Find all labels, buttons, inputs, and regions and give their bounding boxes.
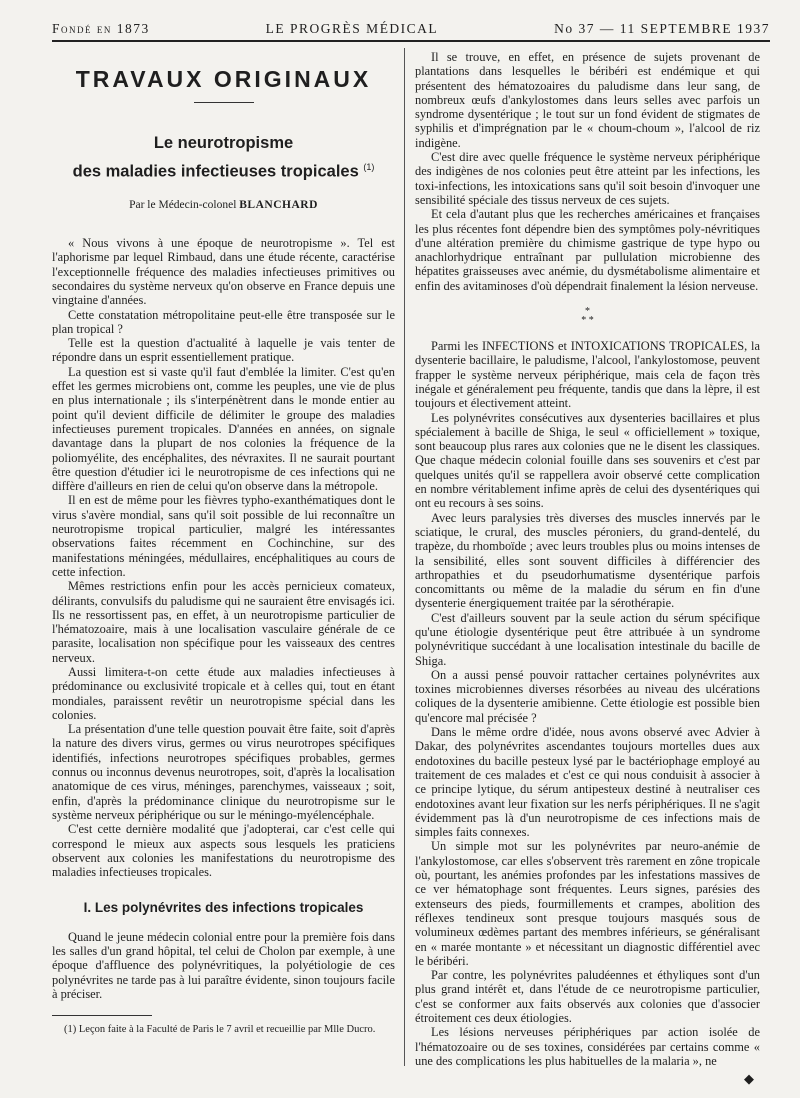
byline-prefix: Par le Médecin-colonel bbox=[129, 198, 237, 211]
paragraph: Il en est de même pour les fièvres typho-exanthématiques dont le virus s'avère mondial, sans qu'il soit possible de lui reconnaître un neurotropisme tropical particulier, malgré les intéressantes observations faites récemment en Cochinchine, sur des manifestations méningées, médullaires, encéphalitiques au cours de cette infection. bbox=[52, 493, 395, 579]
paragraph: Dans le même ordre d'idée, nous avons observé avec Advier à Dakar, des polynévrites ascendantes toujours mortelles dues aux endotoxines du bacille pesteux lysé par le bactériophage employé au traitement de ces malades et c'est ce qui nous conduisit à associer à ce principe lytique, du sérum antipesteux destiné à neutraliser ces endotoxines avant leur fixation sur les nerfs périphériques. Il ne s'agit évidemment pas là d'un neurotropisme de ces infections mais de simples faits connexes. bbox=[415, 725, 760, 840]
paragraph: « Nous vivons à une époque de neurotropisme ». Tel est l'aphorisme par lequel Rimbaud, dans une étude récente, caractérise l'exceptionnelle fréquence des maladies infectieuses primitives ou secondaires du système nerveux qu'on observe en France depuis une vingtaine d'années. bbox=[52, 236, 395, 308]
diamond-end-icon: ◆ bbox=[744, 1071, 754, 1087]
section-asterism bbox=[415, 307, 760, 325]
asterism-top: * bbox=[585, 306, 590, 318]
header-rule bbox=[52, 40, 770, 42]
header-founded: Fondé en 1873 bbox=[52, 21, 150, 36]
paragraph: Un simple mot sur les polynévrites par neuro-anémie de l'ankylostomose, car elles s'observent très rarement en zône tropicale où, pourtant, les anémies profondes par les infestations massives de ce ver hématophage sont fréquentes. Leurs signes, parésies des extenseurs des pieds, fourmillements et crampes, abolition des réflexes tendineux sont presque toujours masqués sous de volumineux œdèmes partant des membres inférieurs, se généralisant en « marée montante » et nécessitant un diagnostic différentiel avec le béribéri. bbox=[415, 839, 760, 968]
subsection-heading: I. Les polynévrites des infections tropicales bbox=[83, 900, 364, 916]
paragraph: Les polynévrites consécutives aux dysenteries bacillaires et plus spécialement à bacille de Shiga, le seul « officiellement » toxique, sont beaucoup plus rares aux colonies que ne le disent les classiques. Que chaque médecin colonial fouille dans ses souvenirs et c'est par quelques unités qu'il se rappellera avoir observé cette complication en nombre véritablement infime après de celui des dysentériques qui ont eu recours à ses soins. bbox=[415, 410, 760, 511]
section-rule bbox=[194, 102, 254, 103]
paragraph: Parmi les INFECTIONS et INTOXICATIONS TROPICALES, la dysenterie bacillaire, le paludisme, l'alcool, l'ankylostomose, peuvent frapper le système nerveux périphérique, mais cela de façon très inégale et généralement peu fréquente, tandis que dans la lèpre, il est toujours et électivement atteint. bbox=[415, 339, 760, 411]
right-column bbox=[415, 50, 760, 1086]
byline bbox=[52, 198, 395, 212]
author-name: BLANCHARD bbox=[239, 198, 318, 211]
paragraph: Il se trouve, en effet, en présence de sujets provenant de plantations dans lesquelles le béribéri est endémique et qui présentent des hématozoaires du paludisme dans leur sang, de nombreux œufs d'ankylostomes dans leurs selles avec parfois un syndrome dysentérique ; le tout sur un fond évident de stigmates de syphilis et d'imprégnation par le « choum-choum », l'alcool de riz indigène. bbox=[415, 50, 760, 150]
article-title bbox=[52, 131, 395, 184]
header-issue-date: No 37 — 11 SEPTEMBRE 1937 bbox=[554, 21, 770, 36]
paragraph: On a aussi pensé pouvoir rattacher certaines polynévrites aux toxines microbiennes diverses résorbées au niveau des ulcérations coliques de la dysenterie amibienne. Cette étiologie est possible bien qu'encore mal précisée ? bbox=[415, 667, 760, 725]
paragraph: Aussi limitera-t-on cette étude aux maladies infectieuses à prédominance ou exclusivité tropicale et à celles qui, tout en étant mondiales, paraissent revêtir un neurotropisme spécial dans les colonies. bbox=[52, 665, 395, 722]
article-title-line1: Le neurotropisme bbox=[153, 134, 294, 153]
paragraph: La question est si vaste qu'il faut d'emblée la limiter. C'est qu'en effet les germes microbiens ont, comme les peuples, une vie de plus en plus internationale ; ils s'interpénètrent dans le monde entier au point qu'il devient difficile de délimiter le groupe des maladies infectieuses purement tropicales. D'années en années, on signale davantage dans la plupart de nos colonies la fréquence de la poliomyélite, des encéphalites, des névraxites. Il ne saurait pourtant être question d'étudier ici le neurotropisme de ces infections qui ne diffère d'ailleurs en rien de celui qu'on observe dans la métropole. bbox=[52, 364, 395, 494]
paragraph: C'est cette dernière modalité que j'adopterai, car c'est celle qui correspond le mieux aux aspects sous lesquels les praticiens observent aux colonies les manifestations du neurotropisme des maladies infectieuses tropicales. bbox=[52, 822, 395, 880]
asterism-bottom: * * bbox=[581, 315, 594, 327]
header-journal-name: LE PROGRÈS MÉDICAL bbox=[265, 21, 439, 36]
paragraph: Quand le jeune médecin colonial entre pour la première fois dans les salles d'un grand hôpital, tel celui de Cholon par exemple, à une époque d'affluence des polynévritiques, la polyétiologie de ces polynévrites ne tarde pas à lui paraître évidente, sinon toujours facile à préciser. bbox=[52, 929, 395, 1001]
paragraph: Les lésions nerveuses périphériques par action isolée de l'hématozoaire ou de ses toxines, considérées par certains comme « une des complications les plus habituelles de la malaria », ne bbox=[415, 1025, 760, 1068]
article-title-line2: des maladies infectieuses tropicales $^{(1)}$ bbox=[72, 162, 375, 181]
paragraph: Telle est la question d'actualité à laquelle je vais tenter de répondre dans un esprit essentiellement pratique. bbox=[52, 336, 395, 365]
paragraph: Par contre, les polynévrites paludéennes et éthyliques sont d'un plus grand intérêt et, dans l'étude de ce neurotropisme particulier, c'est se conformer aux faits observés aux colonies que d'associer étroitement ces deux étiologies. bbox=[415, 968, 760, 1025]
section-title: TRAVAUX ORIGINAUX bbox=[75, 66, 372, 92]
paragraph: Et cela d'autant plus que les recherches américaines et françaises les plus récentes font dépendre bien des symptômes poly-névritiques d'une altération première du chimisme gastrique de type hypo ou anachlorhydrique entraînant par pullulation microbienne des hépatites graisseuses avec anémie, du dysmétabolisme alimentaire et enfin des avitaminoses d'où dépendrait finalement la lésion nerveuse. bbox=[415, 207, 760, 293]
paragraph: Mêmes restrictions enfin pour les accès pernicieux comateux, délirants, convulsifs du paludisme qui ne sauraient être envisagés ici. Ils ne ressortissent pas, en effet, à un neurotropisme particulier de l'hématozoaire, mais à une localisation vasculaire générale de ce parasite, localisation non spécifique pour les vaisseaux des centres nerveux. bbox=[52, 579, 395, 665]
paragraph: C'est dire avec quelle fréquence le système nerveux périphérique des indigènes de nos colonies peut être atteint par les infections, les toxi-infections, les intoxications sans qu'il soit besoin d'invoquer une sensibilité spéciale des tissus nerveux de ces sujets. bbox=[415, 150, 760, 207]
footnote-rule bbox=[52, 1015, 152, 1016]
title-footnote-ref: (1) bbox=[363, 162, 375, 173]
footnote: (1) Leçon faite à la Faculté de Paris le 7 avril et recueillie par Mlle Ducro. bbox=[64, 1024, 376, 1036]
paragraph: La présentation d'une telle question pouvait être faite, soit d'après la nature des divers virus, germes ou virus neurotropes spécifiques identifiés, infections neurotropes spécifiques probables, germes connus ou inconnus devenus neurotropes, soit, d'après la localisation anatomique de ces virus, méninges, parenchymes, vaisseaux ; soit, enfin, d'après la prédominance clinique du neurotropisme sur le système nerveux périphérique ou sur le méningo-myélencéphale. bbox=[52, 722, 395, 822]
paragraph: C'est d'ailleurs souvent par la seule action du sérum spécifique qu'une étiologie dysentérique peut être attribuée à un syndrome polynévritique succédant à une localisation intestinale du bacille de Shiga. bbox=[415, 610, 760, 668]
paragraph: Cette constatation métropolitaine peut-elle être transposée sur le plan tropical ? bbox=[52, 307, 395, 336]
left-column bbox=[52, 50, 395, 1036]
paragraph: Avec leurs paralysies très diverses des muscles innervés par le sciatique, le crural, des muscles péroniers, du grand-dentelé, du trapèze, du rhomboïde ; avec leurs troubles plus ou moins intenses de la sensibilité, elles sont souvent difficiles à différencier des arthropathies et du pseudorhumatisme dysentérique parfois concomittants ou même de la maladie du sérum en fin d'une dysenterie énergiquement traitée par la sérothérapie. bbox=[415, 510, 760, 611]
column-divider bbox=[404, 48, 405, 1066]
